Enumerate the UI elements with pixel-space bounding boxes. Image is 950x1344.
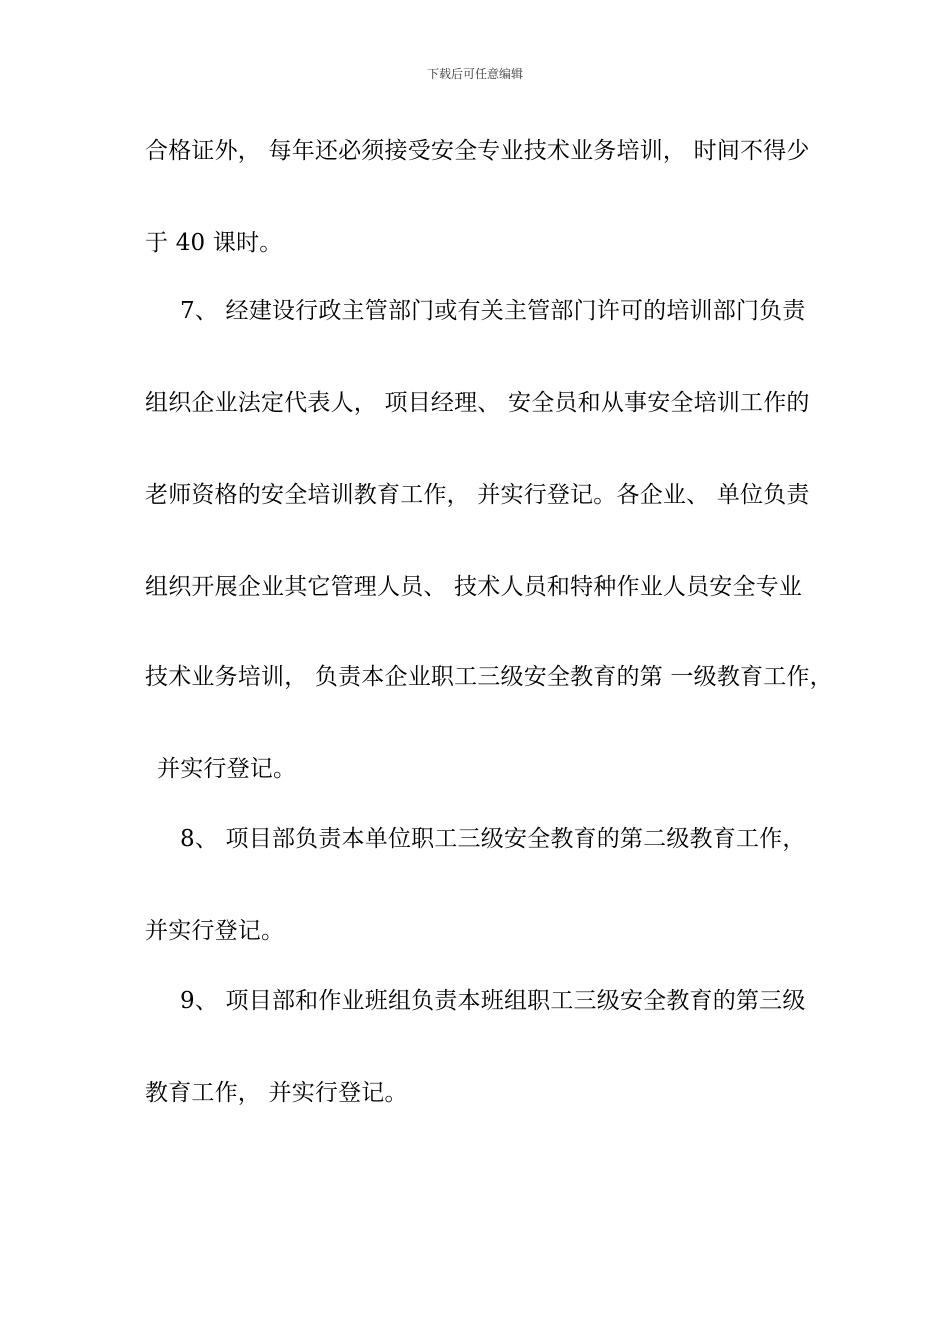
body-line: 组织开展企业其它管理人员、 技术人员和特种作业人员安全专业 bbox=[145, 574, 803, 600]
body-line: 于 40 课时。 bbox=[145, 230, 283, 256]
body-line: 教育工作， 并实行登记。 bbox=[145, 1080, 408, 1106]
body-line: 8、 项目部负责本单位职工三级安全教育的第二级教育工作， bbox=[180, 826, 806, 852]
body-line: 合格证外， 每年还必须接受安全专业技术业务培训， 时间不得少 bbox=[145, 138, 810, 164]
body-line: 9、 项目部和作业班组负责本班组职工三级安全教育的第三级 bbox=[180, 988, 806, 1014]
body-line: 7、 经建设行政主管部门或有关主管部门许可的培训部门负责 bbox=[180, 298, 806, 324]
body-line: 并实行登记。 bbox=[145, 918, 285, 944]
body-line: 老师资格的安全培训教育工作， 并实行登记。各企业、 单位负责 bbox=[145, 482, 810, 508]
body-line: 并实行登记。 bbox=[157, 756, 297, 782]
page-header: 下载后可任意编辑 bbox=[426, 67, 523, 81]
body-line: 技术业务培训， 负责本企业职工三级安全教育的第 一级教育工作， bbox=[145, 664, 833, 690]
body-line: 组织企业法定代表人， 项目经理、 安全员和从事安全培训工作的 bbox=[145, 390, 810, 416]
